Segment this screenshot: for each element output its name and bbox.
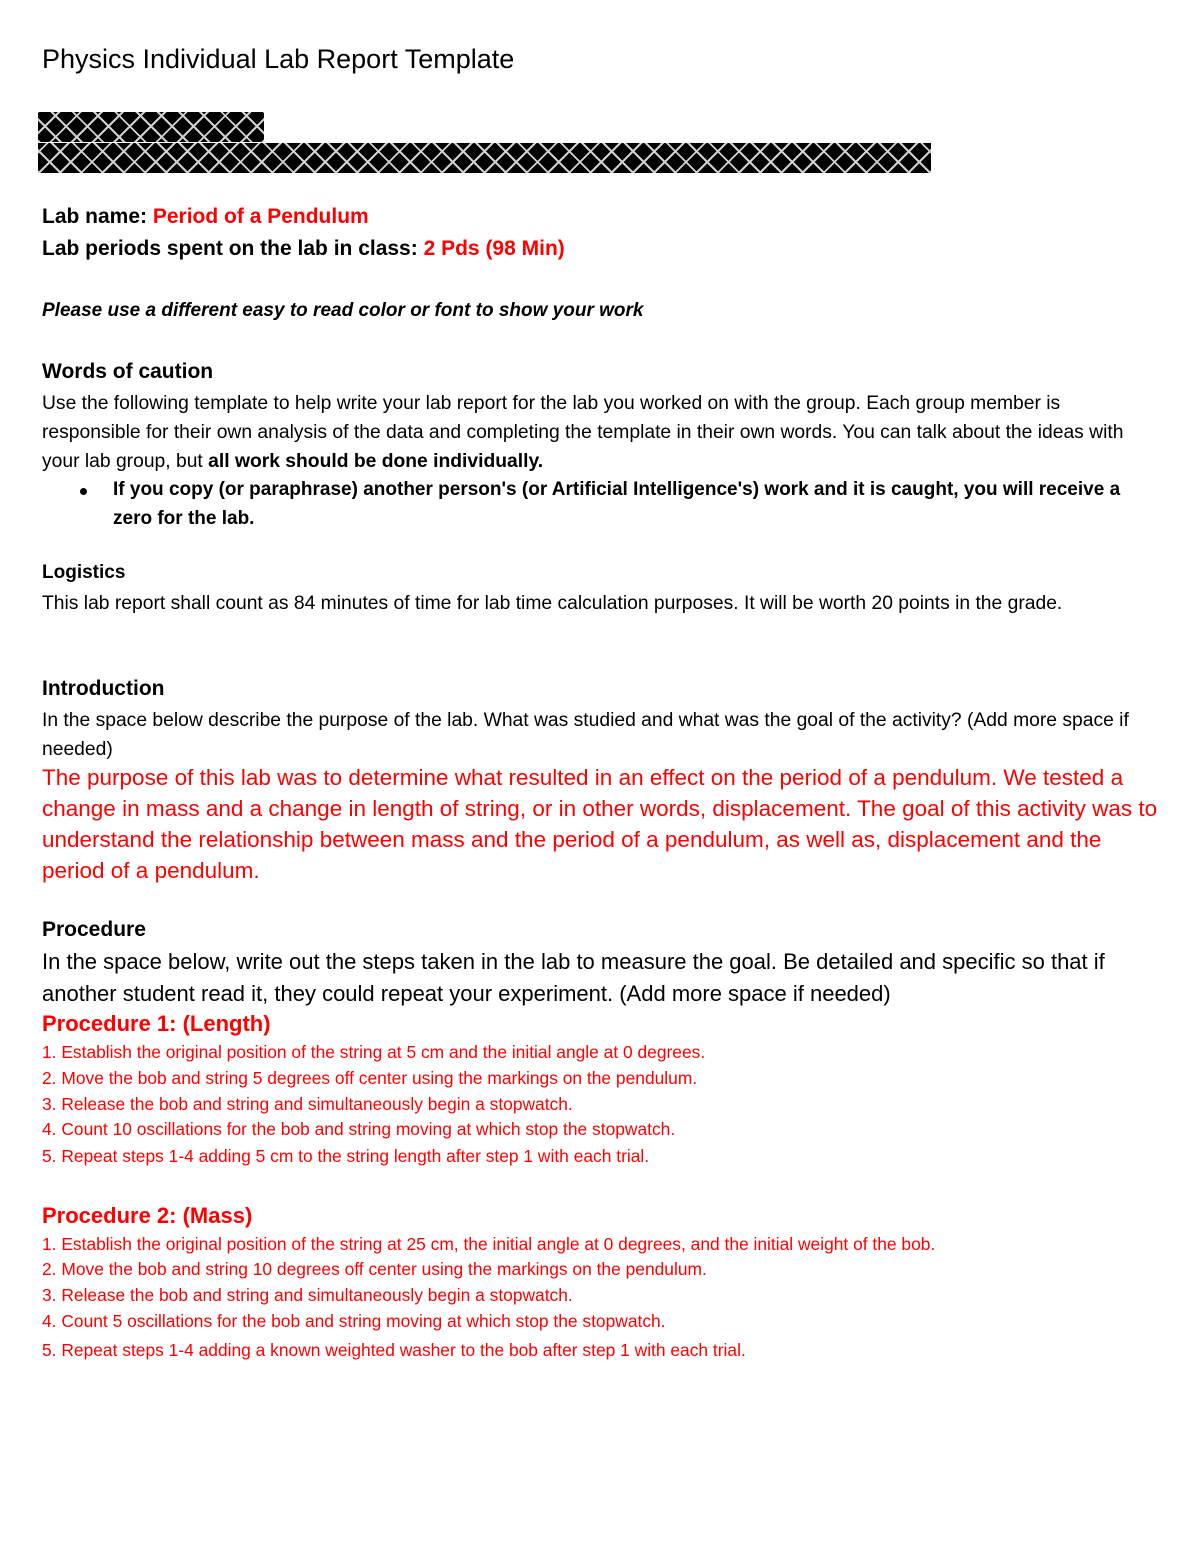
procedure2-step: 4. Count 5 oscillations for the bob and string moving at which stop the stopwatch.: [42, 1311, 666, 1331]
procedure2-title: Procedure 2: (Mass): [42, 1203, 253, 1228]
procedure1-step: 3. Release the bob and string and simultaneously begin a stopwatch.: [42, 1094, 573, 1114]
procedure-heading: Procedure: [42, 918, 146, 941]
lab-name-value: Period of a Pendulum: [152, 205, 369, 228]
lab-periods-label: Lab periods spent on the lab in class:: [42, 237, 424, 260]
bullet-dot-icon: [80, 488, 87, 495]
procedure1-step: 4. Count 10 oscillations for the bob and string moving at which stop the stopwatch.: [42, 1119, 676, 1139]
redacted-info-block: [38, 143, 931, 173]
procedure2-step: 2. Move the bob and string 10 degrees off center using the markings on the pendulum.: [42, 1259, 707, 1279]
instruction-note: Please use a different easy to read color or font to show your work: [42, 300, 644, 321]
lab-periods-line: [42, 237, 565, 261]
procedure2-step: 1. Establish the original position of the string at 25 cm, the initial angle at 0 degrees, and the initial weight of the bob.: [42, 1234, 936, 1254]
caution-text: [42, 389, 1162, 476]
introduction-heading: Introduction: [42, 677, 165, 700]
lab-name-label: Lab name:: [42, 205, 153, 228]
lab-periods-value: 2 Pds (98 Min): [423, 237, 565, 260]
procedure-prompt: In the space below, write out the steps taken in the lab to measure the goal. Be detailed and specific so that if another student read it, they could repeat your experiment. (Add more space if needed): [42, 949, 1105, 1006]
caution-body: Use the following template to help write your lab report for the lab you worked on with the group. Each group member is responsible for their own analysis of the data and completing the template in their own words. You can talk about the ideas with your lab group, but: [42, 393, 1124, 472]
procedure2-step: 3. Release the bob and string and simultaneously begin a stopwatch.: [42, 1285, 573, 1305]
introduction-answer: The purpose of this lab was to determine what resulted in an effect on the period of a pendulum. We tested a change in mass and a change in length of string, or in other words, displacement. The goal of this activity was to understand the relationship between mass and the period of a pendulum, as well as, displacement and the period of a pendulum.: [42, 765, 1158, 883]
caution-bullet-text: If you copy (or paraphrase) another person's (or Artificial Intelligence's) work and it is caught, you will receive a zero for the lab.: [113, 479, 1121, 529]
procedure1-step: 2. Move the bob and string 5 degrees off center using the markings on the pendulum.: [42, 1068, 698, 1088]
lab-name-line: [42, 205, 369, 229]
caution-heading: Words of caution: [42, 360, 214, 383]
caution-emphasis: all work should be done individually.: [208, 451, 544, 472]
procedure1-step: 5. Repeat steps 1-4 adding 5 cm to the string length after step 1 with each trial.: [42, 1146, 650, 1166]
logistics-heading: Logistics: [42, 562, 126, 583]
procedure1-title: Procedure 1: (Length): [42, 1011, 271, 1036]
redacted-name-block: [38, 112, 264, 142]
procedure1-step: 1. Establish the original position of the string at 5 cm and the initial angle at 0 degrees.: [42, 1042, 706, 1062]
logistics-text: This lab report shall count as 84 minutes of time for lab time calculation purposes. It will be worth 20 points in the grade.: [42, 593, 1063, 614]
document-title: Physics Individual Lab Report Template: [42, 44, 515, 74]
procedure2-step: 5. Repeat steps 1-4 adding a known weighted washer to the bob after step 1 with each trial.: [42, 1340, 746, 1360]
introduction-prompt: In the space below describe the purpose of the lab. What was studied and what was the goal of the activity? (Add more space if needed): [42, 710, 1129, 760]
